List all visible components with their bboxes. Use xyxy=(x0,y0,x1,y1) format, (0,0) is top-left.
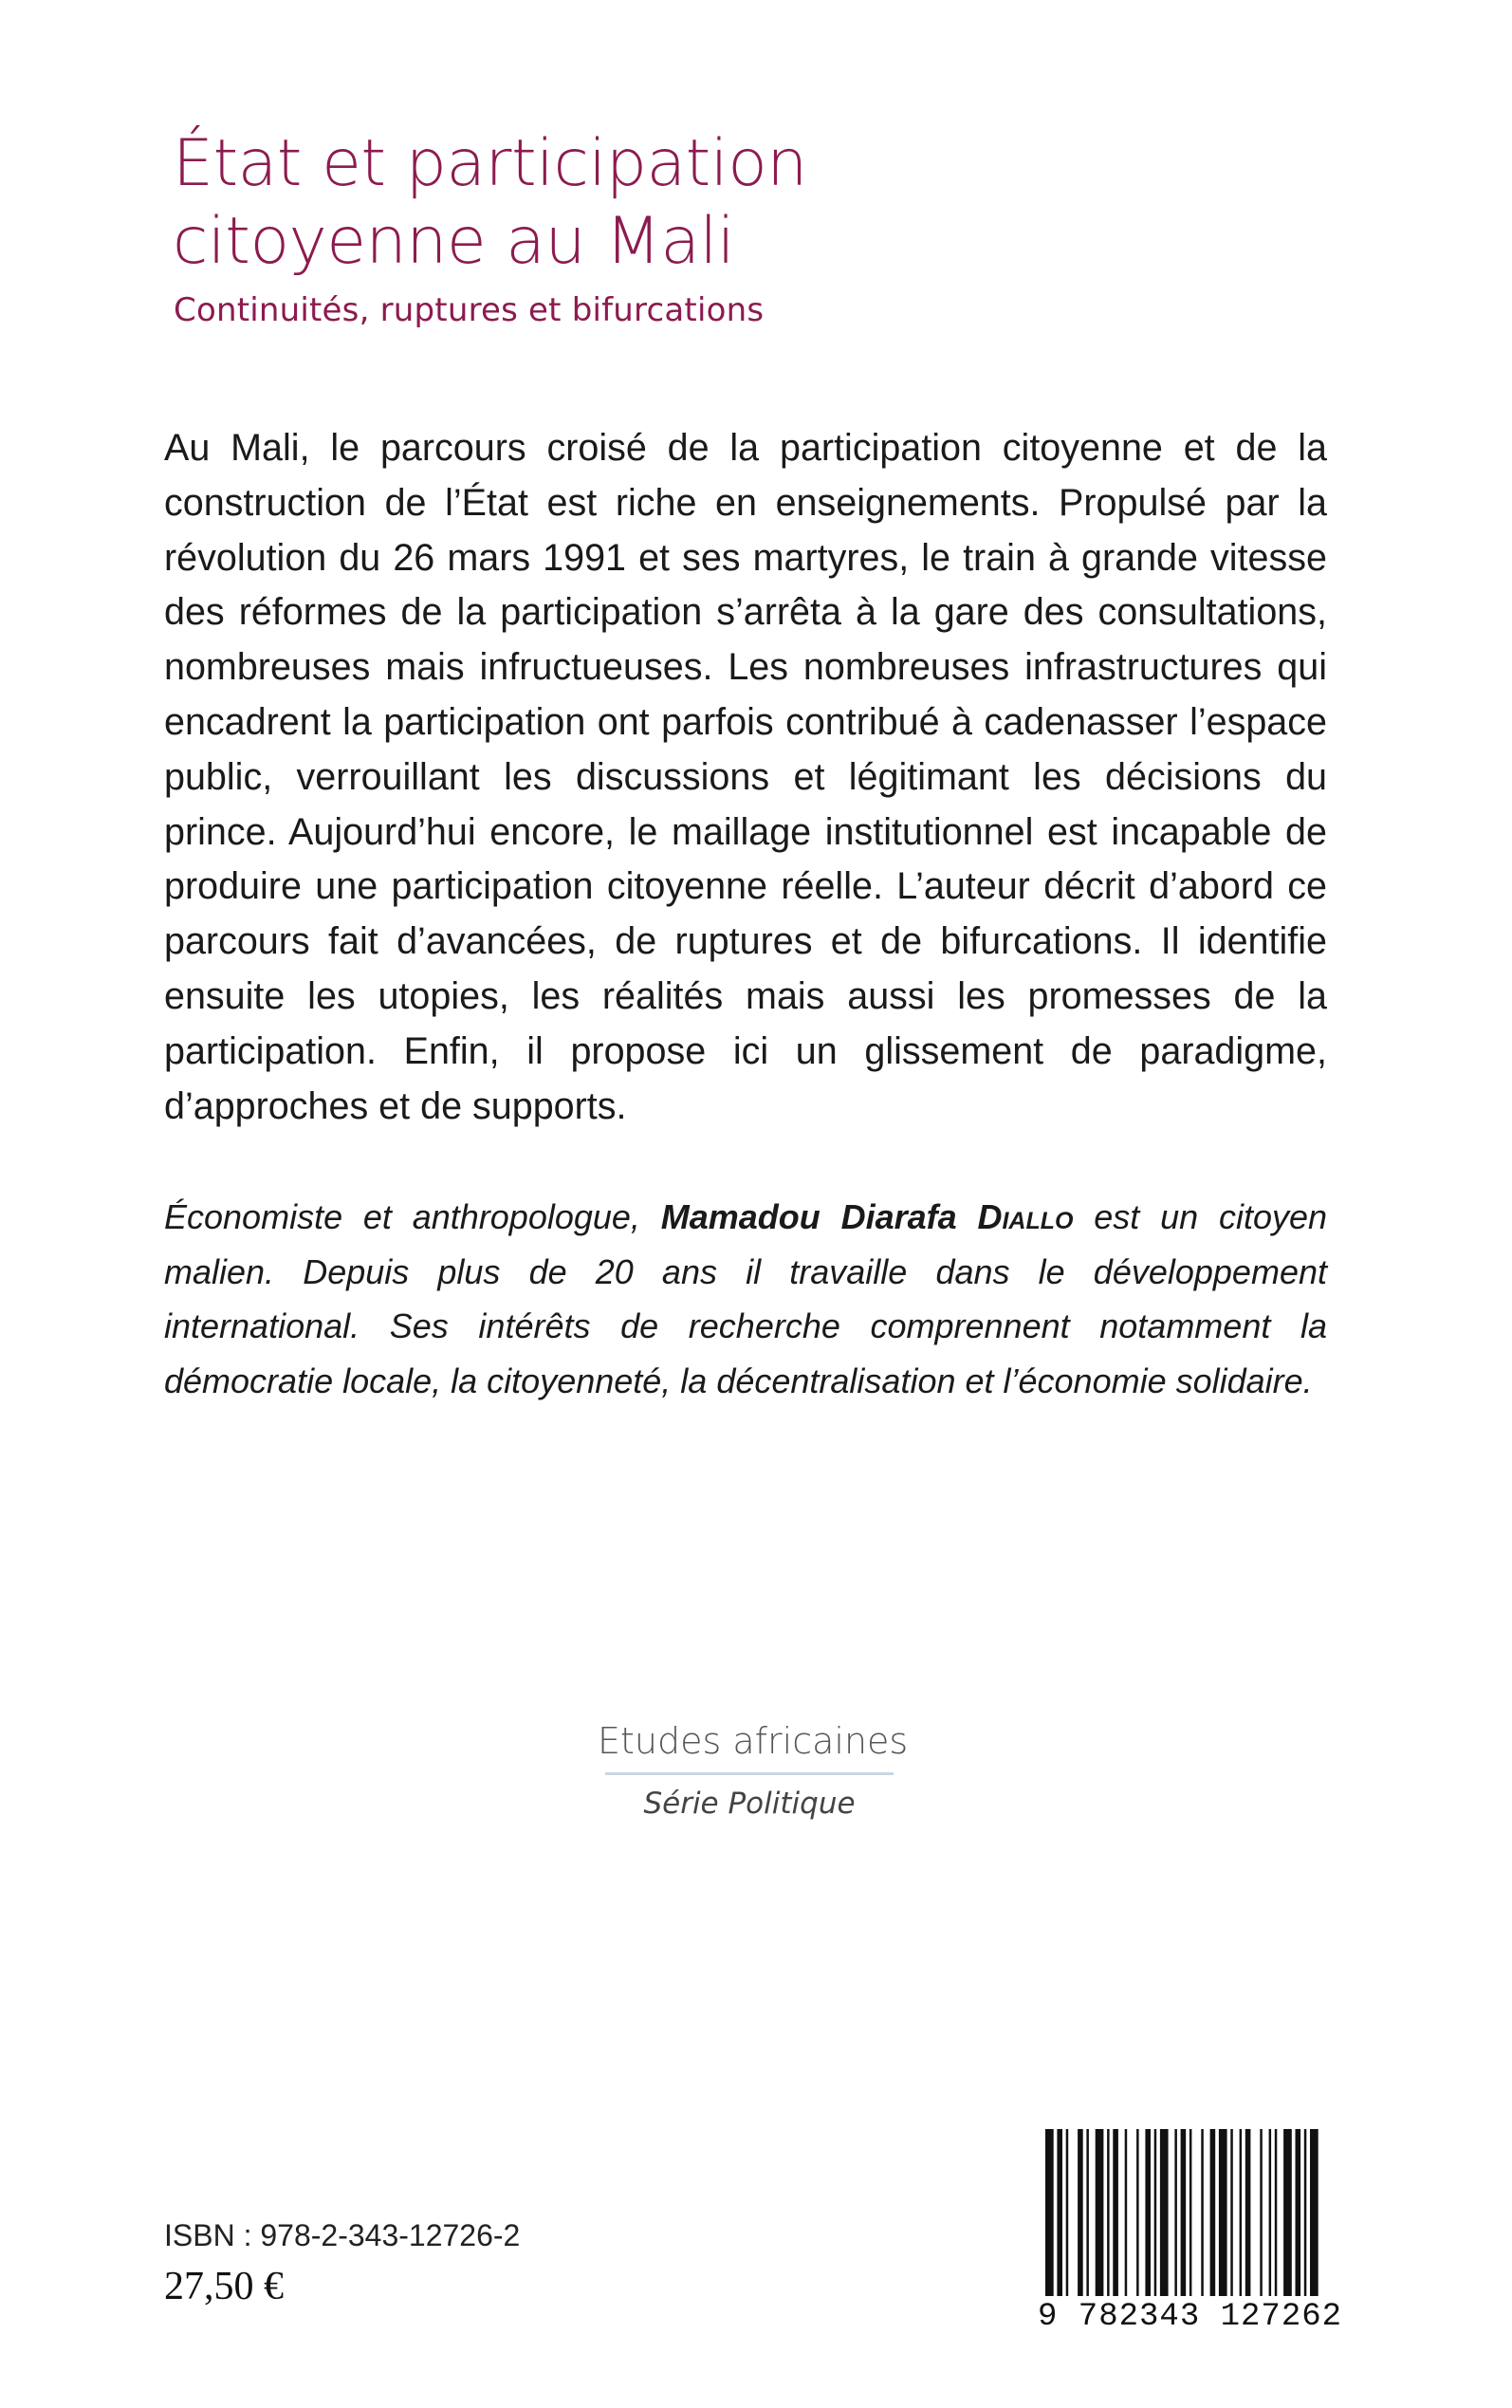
barcode-bar xyxy=(1107,2129,1110,2296)
barcode-bar xyxy=(1230,2129,1233,2296)
barcode xyxy=(1038,2129,1343,2349)
price-label: 27,50 € xyxy=(164,2265,284,2308)
barcode-bar xyxy=(1201,2129,1204,2296)
barcode-bar xyxy=(1240,2129,1243,2296)
author-first-name: Mamadou Diarafa xyxy=(660,1197,978,1236)
barcode-bar xyxy=(1296,2129,1301,2296)
series-divider xyxy=(605,1772,894,1775)
book-title xyxy=(173,125,807,281)
barcode-bar xyxy=(1245,2129,1251,2296)
barcode-bar xyxy=(1304,2129,1307,2296)
series-block xyxy=(598,1715,909,1825)
barcode-bar xyxy=(1181,2129,1187,2296)
barcode-bar xyxy=(1145,2129,1151,2296)
title-line-1: État et participation xyxy=(173,126,807,201)
author-bio-rest: est un citoyen malien. Depuis plus de 20 ans il travaille dans le développement international. Ses intérêts de recherche comprennent notamment la démocratie locale, la citoyenneté, la décentralisation et l’économie solidaire. xyxy=(164,1197,1328,1400)
barcode-bar xyxy=(1066,2129,1069,2296)
author-bio-intro: Économiste et anthropologue, xyxy=(164,1197,661,1236)
barcode-bar xyxy=(1113,2129,1118,2296)
barcode-bar xyxy=(1260,2129,1263,2296)
barcode-bar xyxy=(1078,2129,1083,2296)
barcode-bar xyxy=(1210,2129,1216,2296)
title-line-2: citoyenne au Mali xyxy=(173,204,735,279)
author-bio xyxy=(164,1190,1327,1408)
barcode-bar xyxy=(1219,2129,1227,2296)
barcode-bars xyxy=(1038,2129,1328,2300)
barcode-bar xyxy=(1174,2129,1177,2296)
barcode-bar xyxy=(1154,2129,1157,2296)
barcode-bar xyxy=(1269,2129,1272,2296)
barcode-bar xyxy=(1310,2129,1318,2296)
isbn-label: ISBN : 978-2-343-12726-2 xyxy=(164,2218,521,2252)
barcode-bar xyxy=(1125,2129,1128,2296)
book-subtitle: Continuités, ruptures et bifurcations xyxy=(174,291,765,329)
barcode-bar xyxy=(1160,2129,1169,2296)
series-subseries: Série Politique xyxy=(643,1787,856,1821)
barcode-bar xyxy=(1045,2129,1054,2296)
barcode-digits: 9 782343 127262 xyxy=(1038,2299,1343,2335)
author-name xyxy=(661,1197,1074,1236)
book-summary: Au Mali, le parcours croisé de la participation citoyenne et de la construction de l’État est riche en enseignements. Propulsé par la révolution du 26 mars 1991 et ses martyres, le train à grande vitesse des réformes de la participation s’arrêta à la gare des consultations, nombreuses mais infructueuses. Les nombreuses infrastructures qui encadrent la participation ont parfois contribué à cadenasser l’espace public, verrouillant les discussions et légitimant les décisions du prince. Aujourd’hui encore, le maillage institutionnel est incapable de produire une participation citoyenne réelle. L’auteur décrit d’abord ce parcours fait d’avancées, de ruptures et de bifurcations. Il identifie ensuite les utopies, les réalités mais aussi les promesses de la participation. Enfin, il propose ici un glissement de paradigme, d’approches et de supports. xyxy=(164,427,1327,1127)
barcode-bar xyxy=(1096,2129,1104,2296)
series-name: Etudes africaines xyxy=(598,1720,909,1762)
barcode-bar xyxy=(1086,2129,1089,2296)
barcode-bar xyxy=(1136,2129,1139,2296)
barcode-bar xyxy=(1283,2129,1292,2296)
author-last-name: Diallo xyxy=(977,1197,1074,1236)
barcode-bar xyxy=(1275,2129,1278,2296)
barcode-bar xyxy=(1057,2129,1062,2296)
barcode-bar xyxy=(1189,2129,1192,2296)
